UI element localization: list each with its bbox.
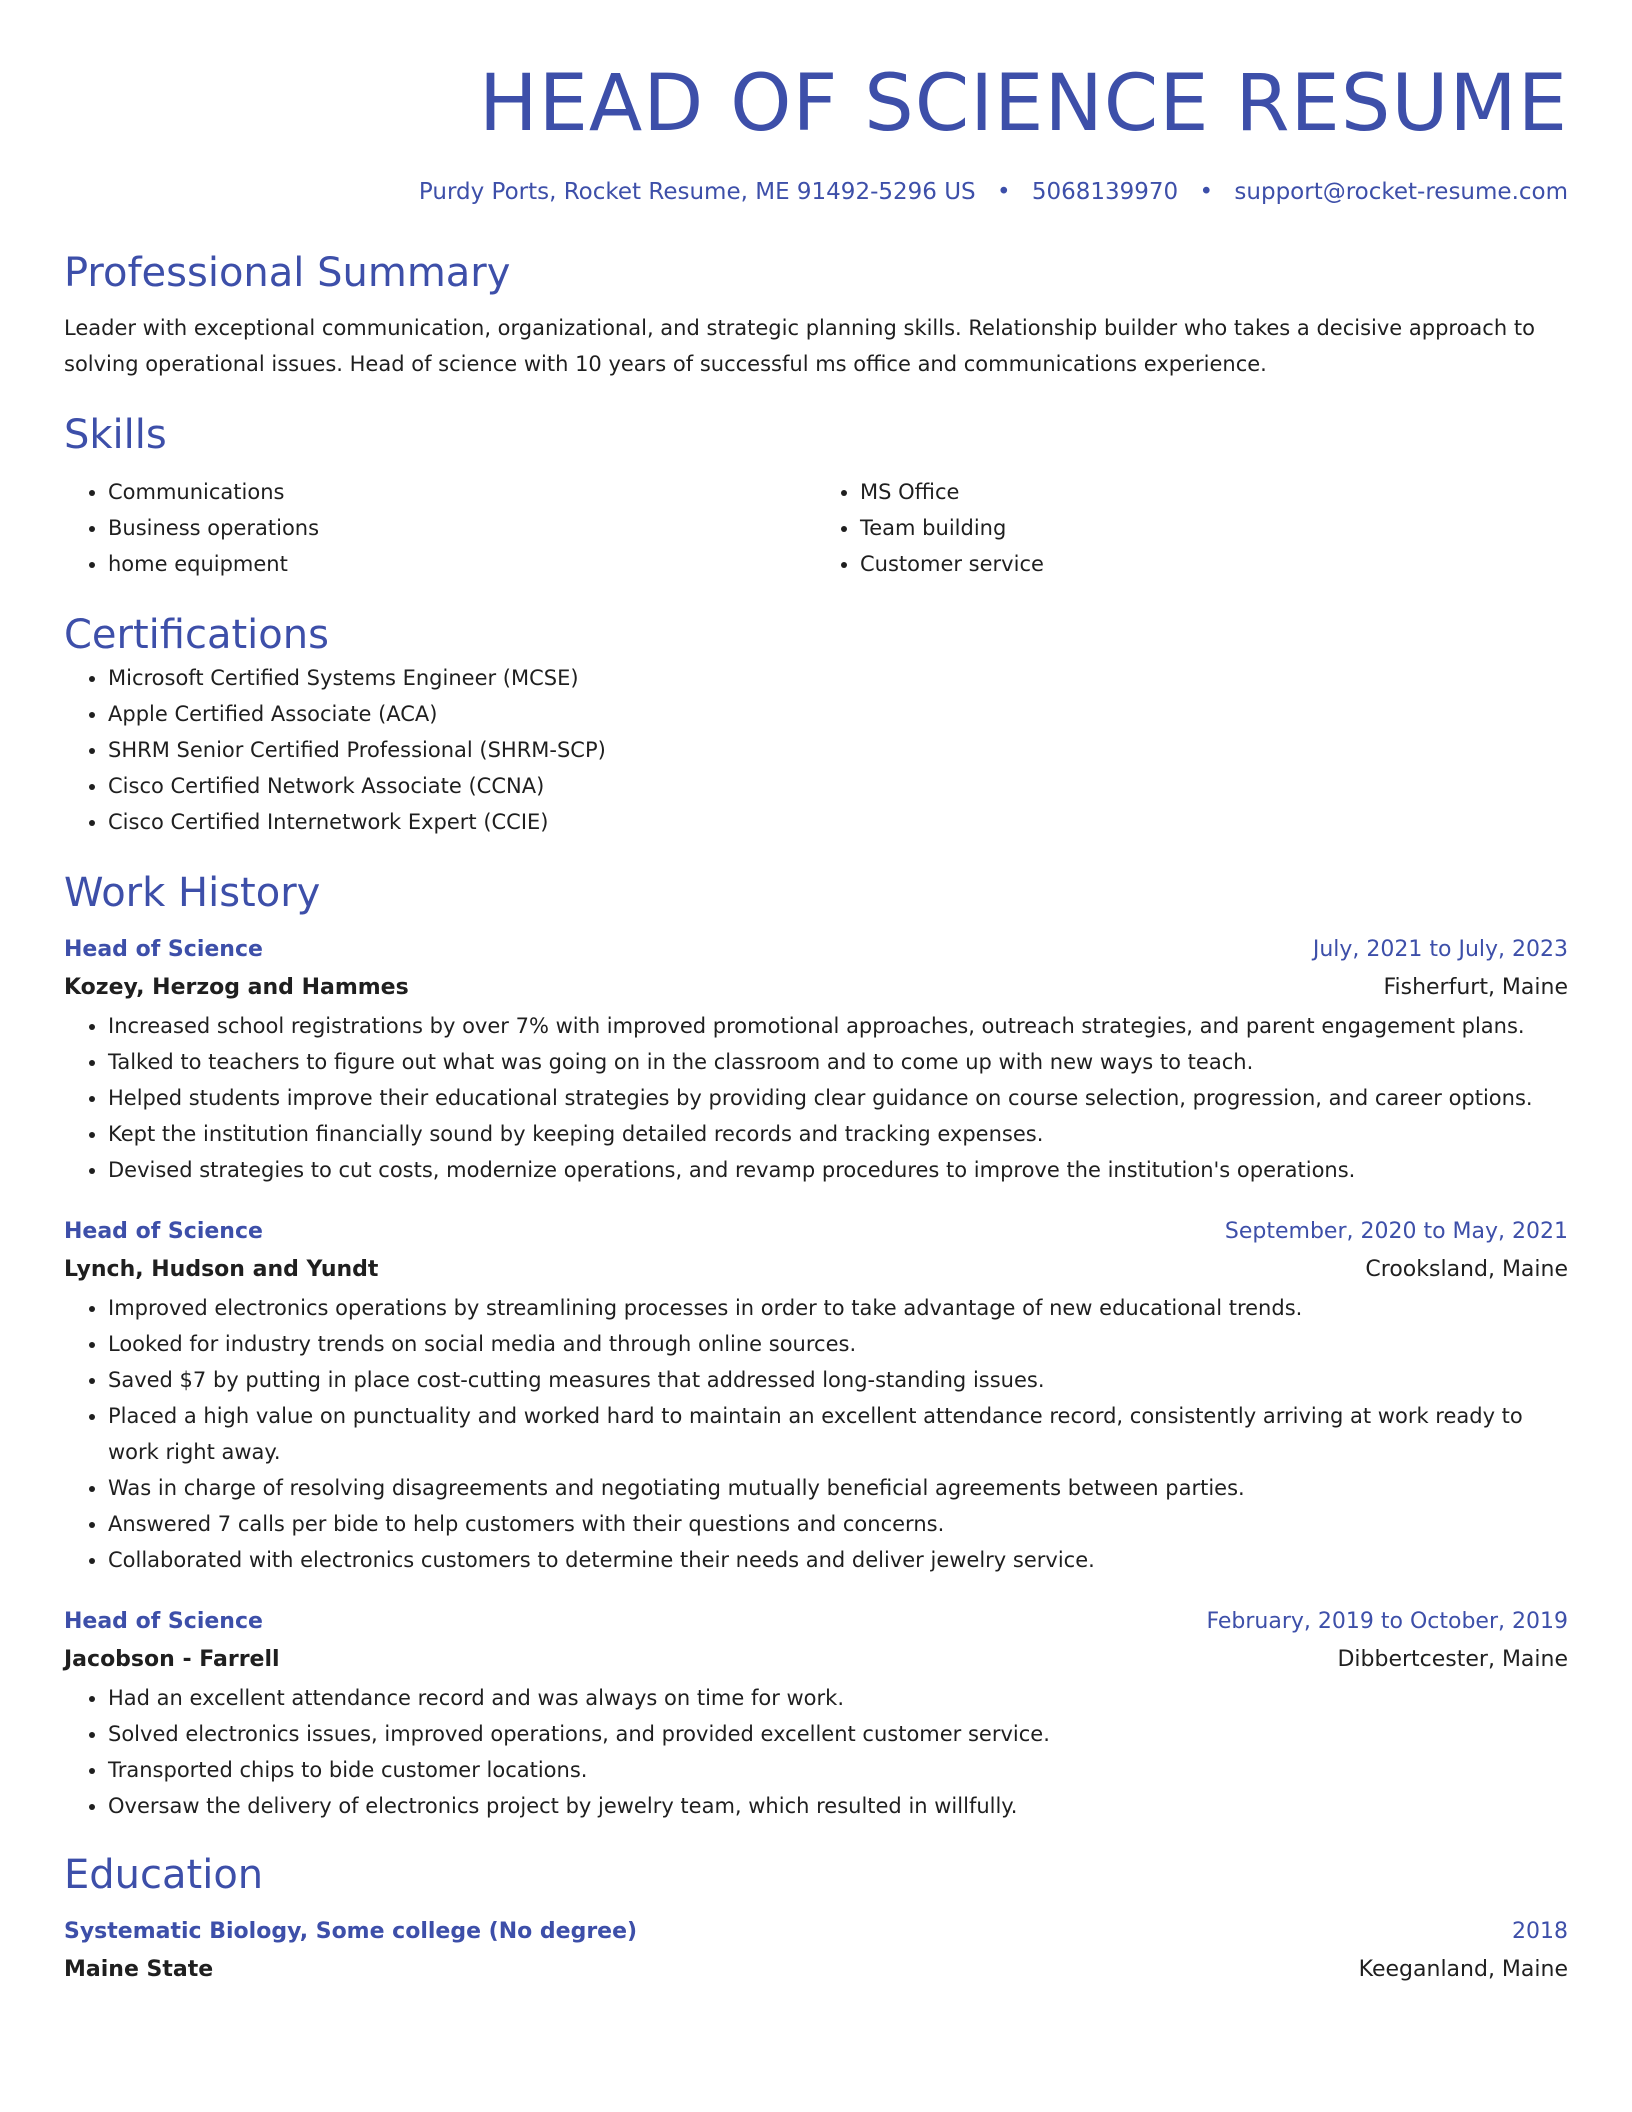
skills-grid <box>64 474 1568 582</box>
skill-item: • Business operations <box>108 510 816 546</box>
skill-item: • Customer service <box>860 546 1568 582</box>
job-bullet: • Placed a high value on punctuality and worked hard to maintain an excellent attendance record, consistently arriving at work ready to work right away. <box>108 1398 1568 1470</box>
job-entry <box>64 1604 1568 1824</box>
contact-separator: • <box>996 179 1011 205</box>
job-company-row <box>64 1250 1568 1290</box>
summary-heading: Professional Summary <box>64 250 511 296</box>
job-entry <box>64 1214 1568 1578</box>
education-heading: Education <box>64 1852 264 1898</box>
job-bullet: • Devised strategies to cut costs, modernize operations, and revamp procedures to improve the institution's operations. <box>108 1152 1568 1188</box>
education-degree: Systematic Biology, Some college (No degree) <box>64 1919 638 1944</box>
job-bullet: • Increased school registrations by over 7% with improved promotional approaches, outreach strategies, and parent engagement plans. <box>108 1008 1568 1044</box>
skill-item: • Team building <box>860 510 1568 546</box>
job-dates: February, 2019 to October, 2019 <box>1206 1609 1568 1634</box>
job-bullet: • Oversaw the delivery of electronics project by jewelry team, which resulted in willfully. <box>108 1788 1568 1824</box>
job-dates: September, 2020 to May, 2021 <box>1224 1219 1568 1244</box>
job-bullet: • Helped students improve their educational strategies by providing clear guidance on course selection, progression, and career options. <box>108 1080 1568 1116</box>
job-location: Dibbertcester, Maine <box>1337 1647 1568 1672</box>
job-bullet: • Looked for industry trends on social media and through online sources. <box>108 1326 1568 1362</box>
certifications-list <box>64 660 1568 840</box>
education-location: Keeganland, Maine <box>1358 1957 1568 1982</box>
job-title: Head of Science <box>64 1609 263 1634</box>
job-entry <box>64 932 1568 1188</box>
job-company: Lynch, Hudson and Yundt <box>64 1257 379 1282</box>
skills-heading: Skills <box>64 412 167 458</box>
job-location: Crooksland, Maine <box>1365 1257 1568 1282</box>
certification-item: • Cisco Certified Network Associate (CCNA) <box>108 768 1568 804</box>
work-history-heading: Work History <box>64 870 321 916</box>
job-company-row <box>64 1640 1568 1680</box>
skills-list-right <box>816 474 1568 582</box>
job-header-row <box>64 932 1568 968</box>
skills-list-left <box>64 474 816 582</box>
contact-line <box>64 176 1568 208</box>
job-bullet: • Had an excellent attendance record and was always on time for work. <box>108 1680 1568 1716</box>
job-bullets <box>64 1290 1568 1578</box>
job-bullet: • Transported chips to bide customer locations. <box>108 1752 1568 1788</box>
job-title: Head of Science <box>64 1219 263 1244</box>
resume-title: HEAD OF SCIENCE RESUME <box>478 59 1568 149</box>
job-bullet: • Collaborated with electronics customers to determine their needs and deliver jewelry service. <box>108 1542 1568 1578</box>
education-school: Maine State <box>64 1957 214 1982</box>
job-company: Kozey, Herzog and Hammes <box>64 975 409 1000</box>
job-location: Fisherfurt, Maine <box>1383 975 1568 1000</box>
job-bullet: • Solved electronics issues, improved operations, and provided excellent customer service. <box>108 1716 1568 1752</box>
certification-item: • SHRM Senior Certified Professional (SHRM-SCP) <box>108 732 1568 768</box>
job-company: Jacobson - Farrell <box>64 1647 280 1672</box>
job-header-row <box>64 1604 1568 1640</box>
job-bullet: • Talked to teachers to figure out what was going on in the classroom and to come up with new ways to teach. <box>108 1044 1568 1080</box>
contact-separator: • <box>1199 179 1214 205</box>
contact-email: support@rocket-resume.com <box>1234 179 1568 205</box>
job-bullet: • Was in charge of resolving disagreements and negotiating mutually beneficial agreements between parties. <box>108 1470 1568 1506</box>
contact-address: Purdy Ports, Rocket Resume, ME 91492-5296 US <box>418 179 976 205</box>
skill-item: • home equipment <box>108 546 816 582</box>
job-bullet: • Answered 7 calls per bide to help customers with their questions and concerns. <box>108 1506 1568 1542</box>
job-bullet: • Improved electronics operations by streamlining processes in order to take advantage of new educational trends. <box>108 1290 1568 1326</box>
job-bullet: • Saved $7 by putting in place cost-cutting measures that addressed long-standing issues. <box>108 1362 1568 1398</box>
job-title: Head of Science <box>64 937 263 962</box>
job-dates: July, 2021 to July, 2023 <box>1312 937 1568 962</box>
summary-text: Leader with exceptional communication, organizational, and strategic planning skills. Relationship builder who takes a decisive approach to solving operational issues. Head of science with 10 years of successful ms office and communications experience. <box>64 316 1535 376</box>
certification-item: • Cisco Certified Internetwork Expert (CCIE) <box>108 804 1568 840</box>
job-header-row <box>64 1214 1568 1250</box>
job-bullet: • Kept the institution financially sound by keeping detailed records and tracking expenses. <box>108 1116 1568 1152</box>
job-bullets <box>64 1008 1568 1188</box>
certification-item: • Apple Certified Associate (ACA) <box>108 696 1568 732</box>
education-entry <box>64 1914 1568 1990</box>
skill-item: • MS Office <box>860 474 1568 510</box>
contact-phone: 5068139970 <box>1031 179 1179 205</box>
job-bullets <box>64 1680 1568 1824</box>
education-header-row <box>64 1914 1568 1950</box>
certifications-heading: Certifications <box>64 612 329 658</box>
education-school-row <box>64 1950 1568 1990</box>
job-company-row <box>64 968 1568 1008</box>
education-year: 2018 <box>1512 1919 1568 1944</box>
skill-item: • Communications <box>108 474 816 510</box>
certification-item: • Microsoft Certified Systems Engineer (MCSE) <box>108 660 1568 696</box>
